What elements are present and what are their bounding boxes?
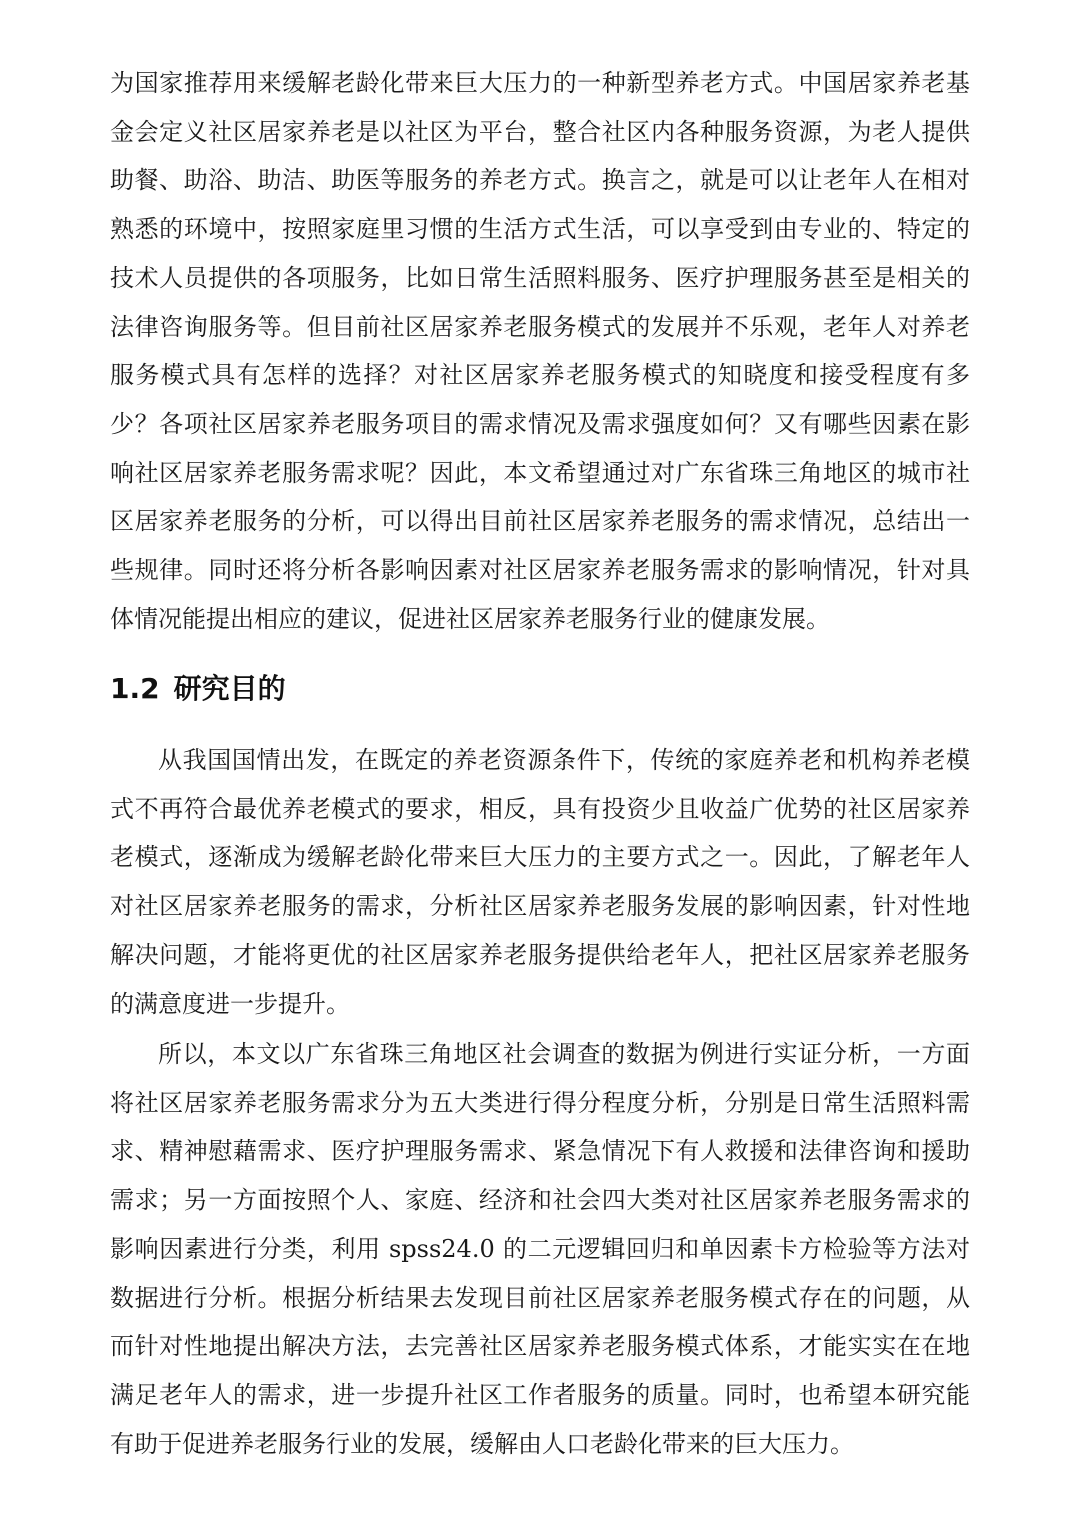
section-number: 1.2	[110, 672, 160, 705]
purpose-paragraph-2: 所以，本文以广东省珠三角地区社会调查的数据为例进行实证分析，一方面将社区居家养老服务需求分为五大类进行得分程度分析，分别是日常生活照料需求、精神慰藉需求、医疗护理服务需求、紧急情况下有人救援和法律咨询和援助需求；另一方面按照个人、家庭、经济和社会四大类对社区居家养老服务需求的影响因素进行分类，利用 spss24.0 的二元逻辑回归和单因素卡方检验等方法对数据进行分析。根据分析结果去发现目前社区居家养老服务模式存在的问题，从而针对性地提出解决方法，去完善社区居家养老服务模式体系，才能实实在在地满足老年人的需求，进一步提升社区工作者服务的质量。同时，也希望本研究能有助于促进养老服务行业的发展，缓解由人口老龄化带来的巨大压力。	[110, 1040, 970, 1458]
section-heading	[110, 664, 286, 714]
intro-paragraph: 为国家推荐用来缓解老龄化带来巨大压力的一种新型养老方式。中国居家养老基金会定义社区居家养老是以社区为平台，整合社区内各种服务资源，为老人提供助餐、助浴、助洁、助医等服务的养老方式。换言之，就是可以让老年人在相对熟悉的环境中，按照家庭里习惯的生活方式生活，可以享受到由专业的、特定的技术人员提供的各项服务，比如日常生活照料服务、医疗护理服务甚至是相关的法律咨询服务等。但目前社区居家养老服务模式的发展并不乐观，老年人对养老服务模式具有怎样的选择？对社区居家养老服务模式的知晓度和接受程度有多少？各项社区居家养老服务项目的需求情况及需求强度如何？又有哪些因素在影响社区居家养老服务需求呢？因此，本文希望通过对广东省珠三角地区的城市社区居家养老服务的分析，可以得出目前社区居家养老服务的需求情况，总结出一些规律。同时还将分析各影响因素对社区居家养老服务需求的影响情况，针对具体情况能提出相应的建议，促进社区居家养老服务行业的健康发展。	[110, 69, 970, 633]
purpose-paragraph-1: 从我国国情出发，在既定的养老资源条件下，传统的家庭养老和机构养老模式不再符合最优养老模式的要求，相反，具有投资少且收益广优势的社区居家养老模式，逐渐成为缓解老龄化带来巨大压力的主要方式之一。因此，了解老年人对社区居家养老服务的需求，分析社区居家养老服务发展的影响因素，针对性地解决问题，才能将更优的社区居家养老服务提供给老年人，把社区居家养老服务的满意度进一步提升。	[110, 746, 970, 1018]
section-title: 研究目的	[173, 672, 286, 705]
